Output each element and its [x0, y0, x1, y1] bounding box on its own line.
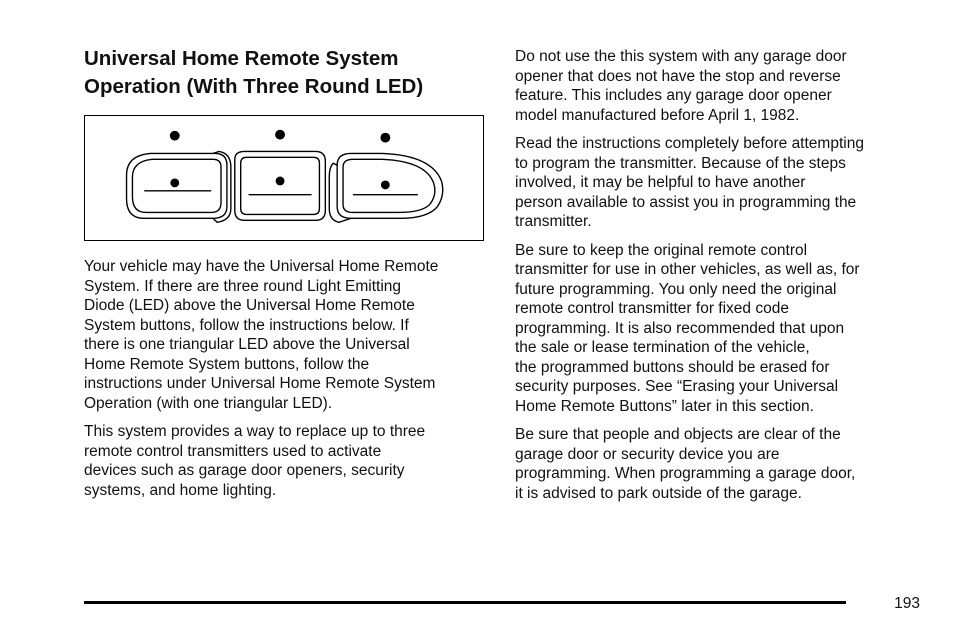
- remote-button-3: [329, 153, 443, 222]
- footer-rule: [84, 601, 846, 604]
- left-column: [84, 257, 494, 509]
- paragraph-safety-clearance: Be sure that people and objects are clear of the garage door or security device you are programming. When programming a garage door, it is advised to park outside of the garage.: [515, 426, 856, 502]
- paragraph-system-purpose: This system provides a way to replace up to three remote control transmitters used to activate devices such as garage door openers, security systems, and home lighting.: [84, 423, 426, 499]
- paragraph-warning-stop-reverse: Do not use the this system with any garage door opener that does not have the stop and reverse feature. This includes any garage door opener model manufactured before April 1, 1982.: [515, 48, 847, 124]
- section-heading: Universal Home Remote System Operation (With Three Round LED): [84, 47, 424, 98]
- remote-button-2: [235, 151, 326, 220]
- led-indicator-2: [275, 130, 285, 140]
- paragraph-keep-original-transmitter: Be sure to keep the original remote control transmitter for use in other vehicles, as well as, for future programming. You only need the original remote control transmitter for fixed code programming. It is also recommended that upon the sale or lease termination of the vehicle, the programmed buttons should be erased for security purposes. See “Erasing your Universal Home Remote Buttons” later in this section.: [515, 241, 860, 415]
- led-indicator-3: [380, 133, 390, 143]
- page-number: 193: [894, 595, 920, 612]
- right-column: [515, 47, 925, 512]
- remote-buttons-illustration: [84, 115, 484, 241]
- universal-home-remote-buttons-icon: [85, 116, 483, 240]
- paragraph-read-instructions: Read the instructions completely before attempting to program the transmitter. Because of the steps involved, it may be helpful to have another person available to assist you in programming the transmitter.: [515, 135, 864, 230]
- paragraph-intro: Your vehicle may have the Universal Home Remote System. If there are three round Light Emitting Diode (LED) above the Universal Home Remote System buttons, follow the instructions below. If there is one triangular LED above the Universal Home Remote System buttons, follow the instructions under Universal Home Remote System Operation (with one triangular LED).: [84, 258, 439, 412]
- remote-button-1: [127, 151, 231, 222]
- led-indicator-1: [170, 131, 180, 141]
